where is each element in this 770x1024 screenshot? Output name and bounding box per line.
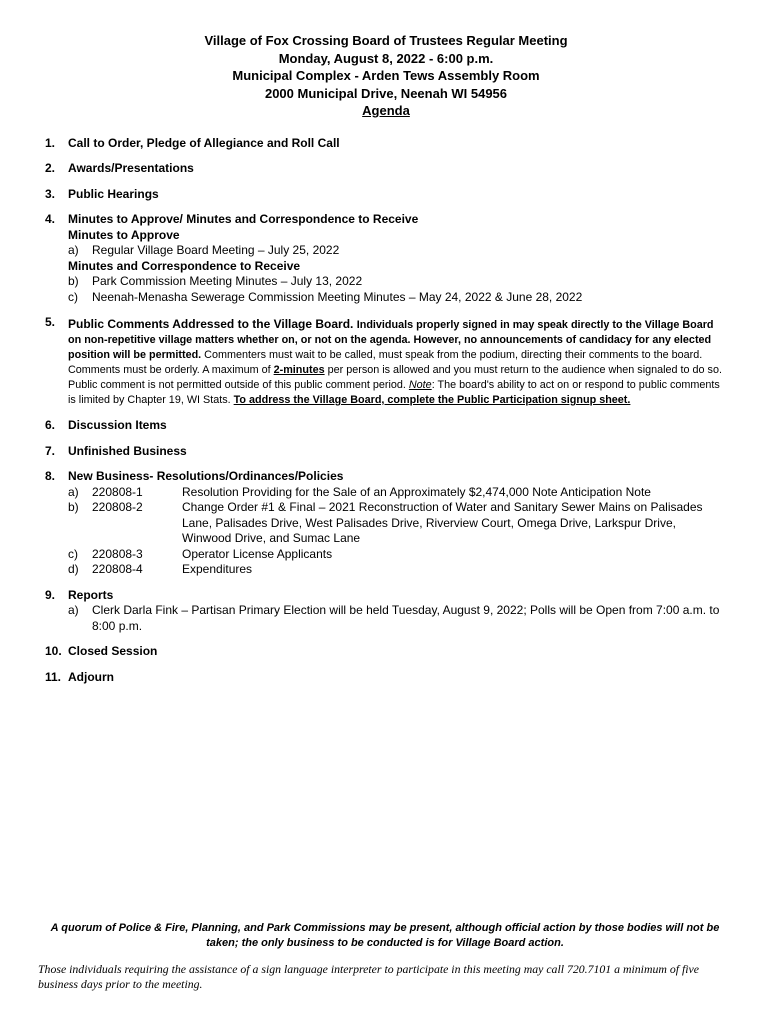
- item-title: Adjourn: [68, 669, 114, 684]
- item-number: 8.: [45, 469, 56, 483]
- sub-item-text: Park Commission Meeting Minutes – July 13, 2022: [92, 274, 363, 288]
- item-title: Reports: [68, 587, 114, 602]
- body-text: per person is allowed and you must return to the audience when signaled to do so. Public comment is not permitted outside of this public comment period.: [68, 364, 722, 391]
- minutes-to-approve-heading: Minutes to Approve: [68, 227, 180, 242]
- sub-item-letter: b): [68, 500, 79, 514]
- agenda-item-4: [45, 212, 727, 305]
- resolution-id: 220808-4: [92, 562, 143, 576]
- sub-item-letter: a): [68, 484, 79, 499]
- item-number: 1.: [45, 135, 56, 150]
- agenda-item-2: [45, 161, 727, 177]
- item-title: New Business- Resolutions/Ordinances/Policies: [68, 469, 344, 483]
- minutes-to-receive-heading: Minutes and Correspondence to Receive: [68, 258, 301, 273]
- item-title: Closed Session: [68, 644, 158, 658]
- bold-intro-text: Individuals properly signed in may speak directly to the Village Board on non-repetitive village matters whether on, or not on the agenda. However, no announcements of candidacy for any elected position will be permitted.: [68, 319, 714, 361]
- item-number: 10.: [45, 644, 62, 658]
- body-text: : The board's ability to act on or respond to public comments is limited by Chapter 19, WI Stats.: [68, 379, 720, 406]
- sub-item-letter: b): [68, 274, 79, 288]
- resolution-description: Resolution Providing for the Sale of an Approximately $2,474,000 Note Anticipation Note: [182, 484, 651, 499]
- item-title: Public Hearings: [68, 186, 159, 201]
- item-title: Minutes to Approve/ Minutes and Correspondence to Receive: [68, 212, 419, 226]
- item-number: 4.: [45, 212, 56, 226]
- agenda-heading: [45, 102, 727, 120]
- document-footer: [38, 921, 732, 992]
- resolution-description: Operator License Applicants: [182, 546, 333, 561]
- document-header: [45, 32, 727, 120]
- meeting-address: 2000 Municipal Drive, Neenah WI 54956: [264, 85, 508, 101]
- resolution-id: 220808-3: [92, 546, 143, 561]
- signup-instruction: To address the Village Board, complete the Public Participation signup sheet.: [233, 394, 631, 406]
- resolution-description: Change Order #1 & Final – 2021 Reconstruction of Water and Sanitary Sewer Mains on Palisades Lane, Palisades Drive, West Palisades Drive, Riverview Court, Omega Drive, Larkspur Drive, Winwood Drive, and Sumac Lane: [182, 500, 703, 545]
- item-number: 5.: [45, 315, 56, 329]
- list-item: [68, 290, 727, 306]
- agenda-item-3: [45, 187, 727, 203]
- agenda-item-10: [45, 644, 727, 660]
- item-title: Call to Order, Pledge of Allegiance and Roll Call: [68, 135, 340, 150]
- agenda-item-5: [45, 315, 727, 408]
- quorum-notice: A quorum of Police & Fire, Planning, and Park Commissions may be present, although official action by those bodies will not be taken; the only business to be conducted is for Village Board action.: [50, 922, 720, 949]
- item-number: 9.: [45, 587, 56, 602]
- body-text: Commenters must wait to be called, must speak from the podium, directing their comments to the board. Comments must be orderly. A maximum of: [68, 349, 703, 376]
- item-title: Unfinished Business: [68, 443, 187, 458]
- item-number: 11.: [45, 669, 62, 684]
- two-minutes-emphasis: 2-minutes: [273, 364, 325, 376]
- sub-item-letter: c): [68, 289, 78, 304]
- item-title: Discussion Items: [68, 418, 167, 432]
- sub-item-text: Neenah-Menasha Sewerage Commission Meeting Minutes – May 24, 2022 & June 28, 2022: [92, 289, 583, 304]
- list-item: [68, 243, 727, 259]
- resolution-row: [68, 485, 727, 501]
- sub-item-text: Regular Village Board Meeting – July 25, 2022: [92, 243, 340, 257]
- agenda-item-9: [45, 588, 727, 635]
- item-number: 7.: [45, 443, 56, 458]
- meeting-location: Municipal Complex - Arden Tews Assembly Room: [232, 68, 540, 83]
- resolution-id: 220808-2: [92, 500, 143, 514]
- sub-item-letter: a): [68, 603, 79, 617]
- agenda-item-1: [45, 136, 727, 152]
- item-title: Public Comments Addressed to the Village Board.: [68, 317, 357, 331]
- agenda-item-11: [45, 670, 727, 686]
- item-number: 2.: [45, 161, 56, 175]
- item-number: 6.: [45, 418, 56, 432]
- meeting-title: Village of Fox Crossing Board of Trustees Regular Meeting: [204, 33, 568, 48]
- agenda-item-8: [45, 469, 727, 578]
- sub-item-letter: c): [68, 546, 78, 561]
- public-comments-paragraph: [68, 317, 727, 408]
- agenda-item-6: [45, 418, 727, 434]
- sub-item-text: Clerk Darla Fink – Partisan Primary Election will be held Tuesday, August 9, 2022; Polls will be Open from 7:00 a.m. to 8:00 p.m.: [92, 603, 720, 633]
- meeting-datetime: Monday, August 8, 2022 - 6:00 p.m.: [278, 50, 494, 66]
- resolution-description: Expenditures: [182, 562, 253, 576]
- resolution-id: 220808-1: [92, 484, 143, 499]
- sub-item-letter: d): [68, 562, 79, 576]
- interpreter-notice: Those individuals requiring the assistance of a sign language interpreter to participate in this meeting may call 720.7101 a minimum of five business days prior to the meeting.: [38, 962, 699, 991]
- sub-item-letter: a): [68, 243, 79, 257]
- item-number: 3.: [45, 186, 56, 201]
- agenda-list: [45, 136, 727, 686]
- note-word: Note: [408, 379, 432, 391]
- resolution-row: [68, 500, 727, 547]
- item-title: Awards/Presentations: [68, 161, 194, 175]
- resolution-row: [68, 547, 727, 563]
- list-item: [68, 274, 727, 290]
- resolution-row: [68, 562, 727, 578]
- list-item: [68, 603, 727, 634]
- agenda-heading-label: Agenda: [362, 103, 410, 118]
- agenda-item-7: [45, 444, 727, 460]
